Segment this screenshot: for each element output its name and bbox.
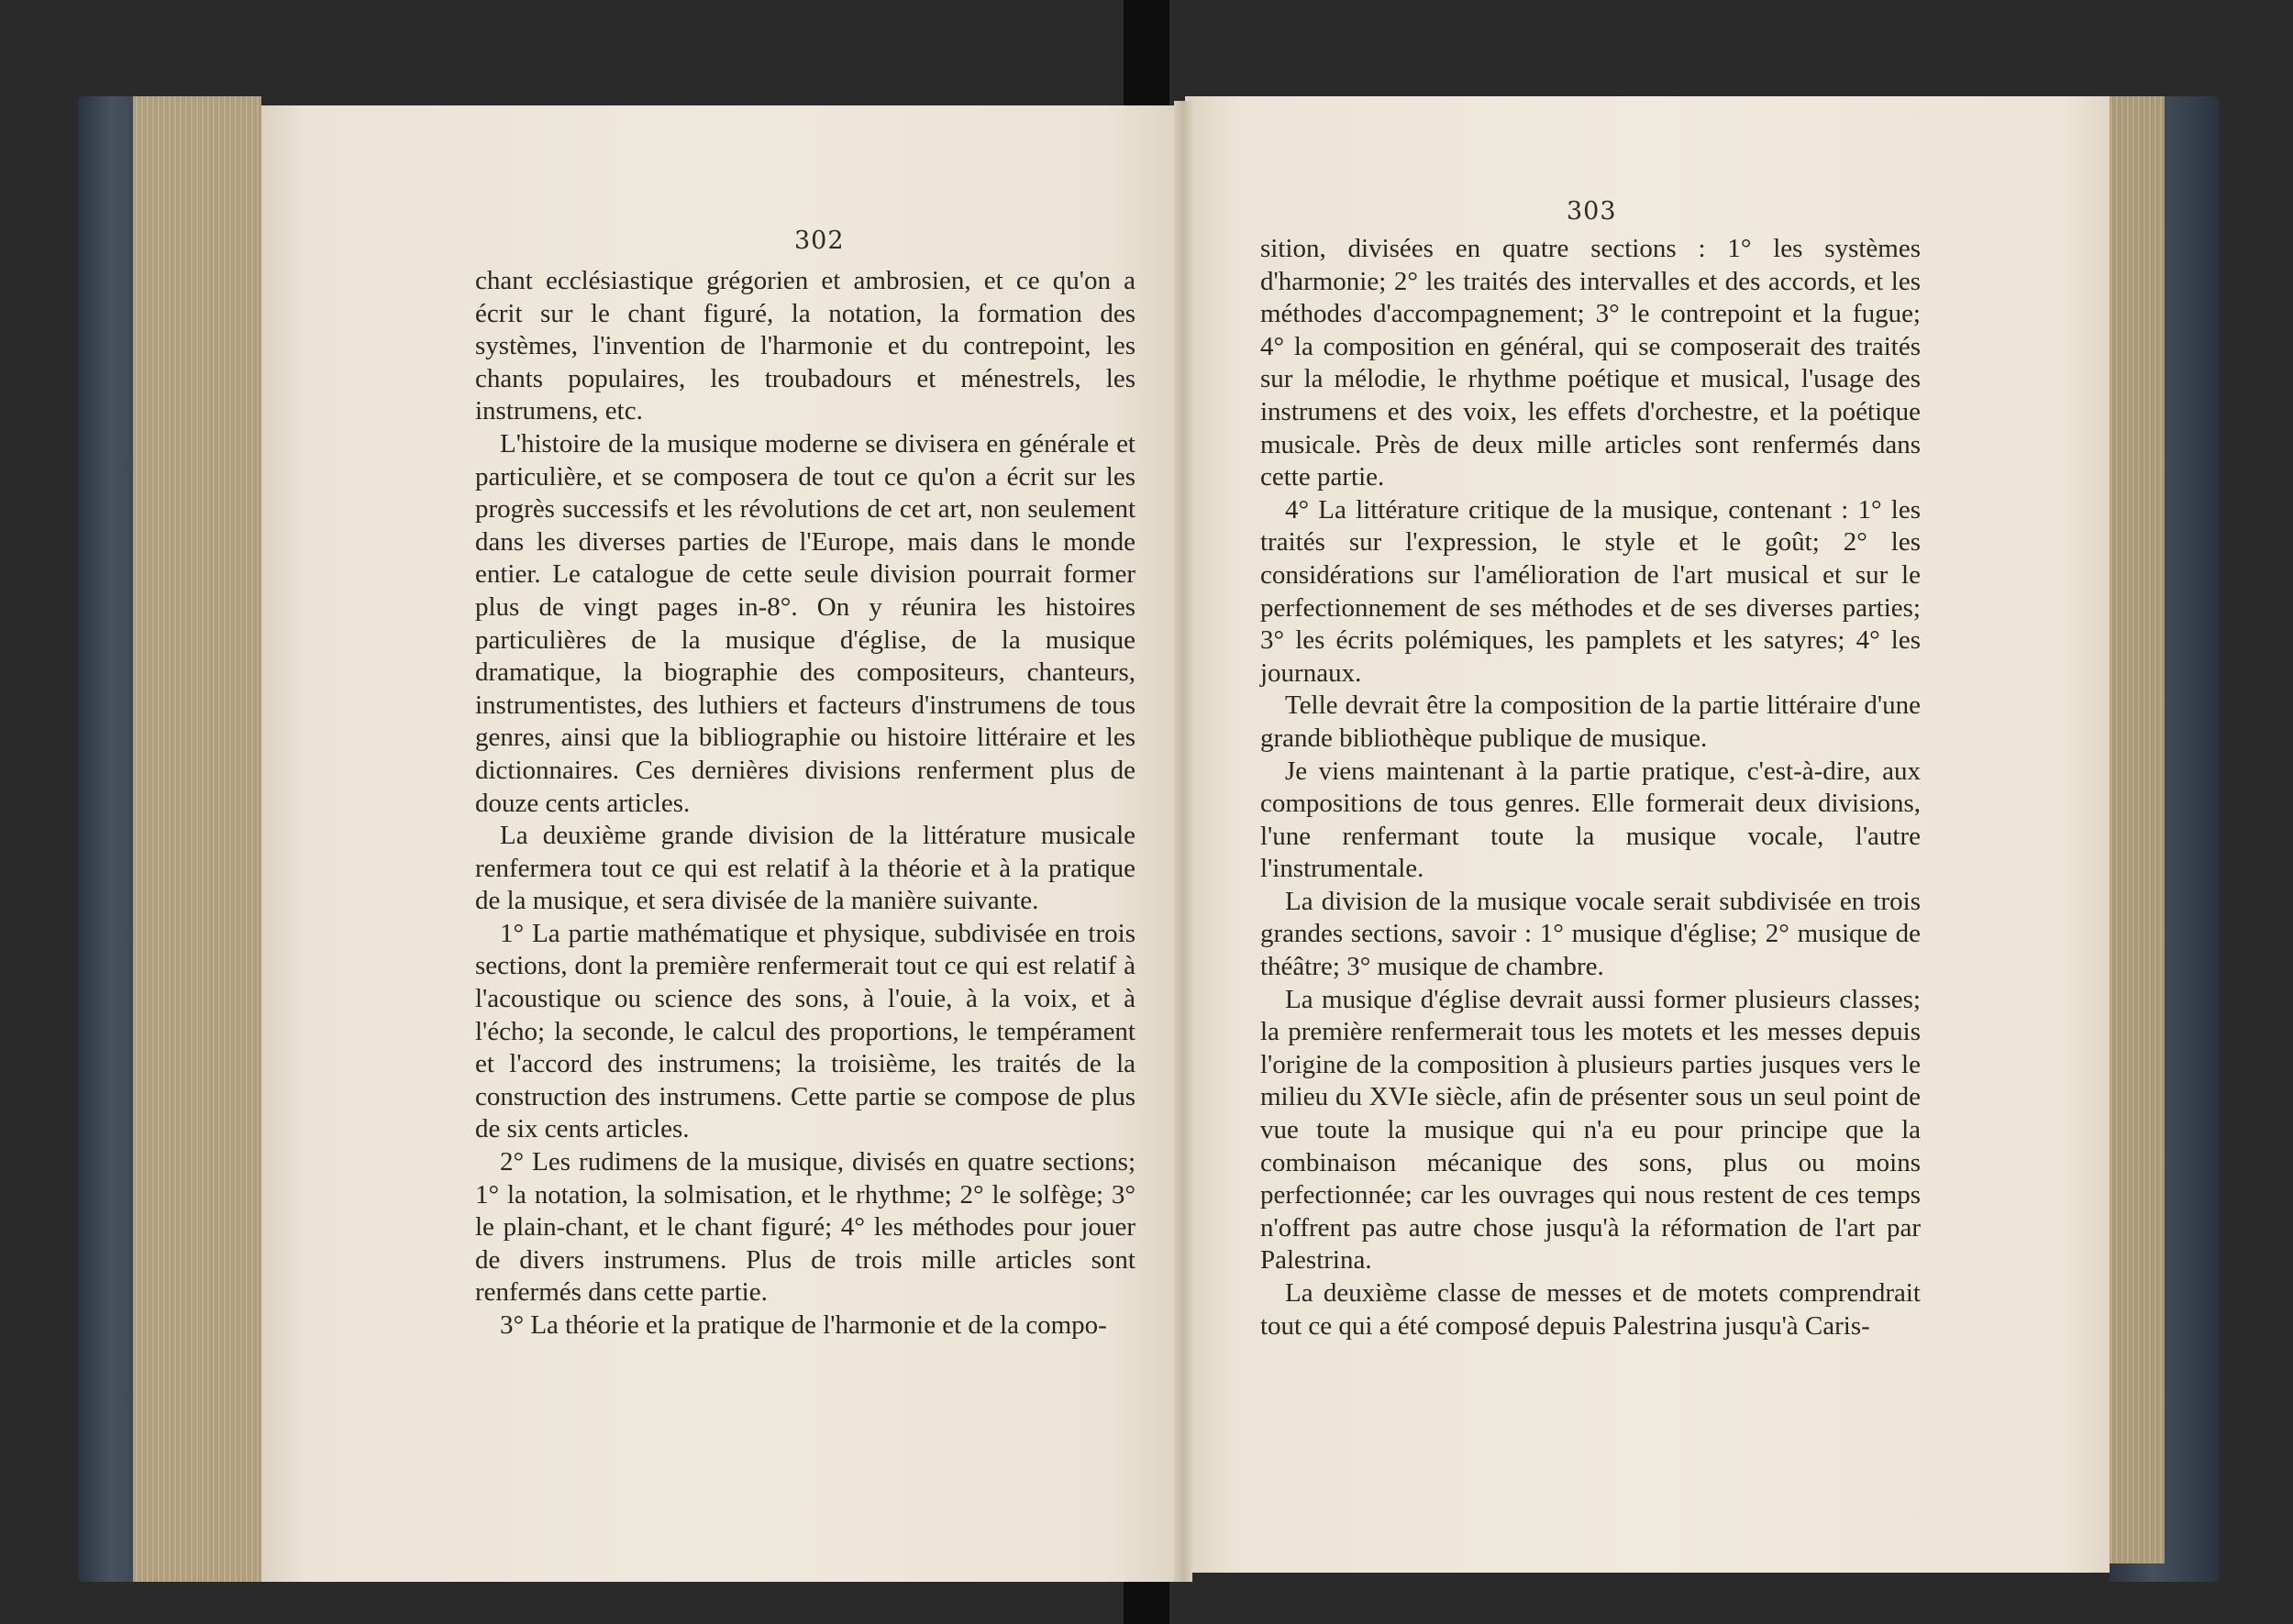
paragraph: 1° La partie mathématique et physique, subdivisée en trois sections, dont la première renfermerait tout ce qui est relatif à l'acoustique ou science des sons, à l'ouie, à la voix, et à l'écho; la seconde, le calcul des proportions, le tempérament et l'accord des instrumens; la troisième, les traités de la construction des instrumens. Cette partie se compose de plus de six cents articles.	[475, 918, 1135, 1144]
paragraph: La deuxième classe de messes et de motets comprendrait tout ce qui a été composé depuis Palestrina jusqu'à Caris-	[1260, 1278, 1921, 1341]
paragraph: La division de la musique vocale serait subdivisée en trois grandes sections, savoir : 1° musique d'église; 2° musique de théâtre; 3° musique de chambre.	[1260, 886, 1921, 982]
right-page-text	[1260, 233, 1921, 1342]
paragraph: Telle devrait être la composition de la partie littéraire d'une grande bibliothèque publique de musique.	[1260, 690, 1921, 753]
paragraph: 3° La théorie et la pratique de l'harmonie et de la compo-	[500, 1310, 1107, 1340]
paragraph: Je viens maintenant à la partie pratique, c'est-à-dire, aux compositions de tous genres. Elle formerait deux divisions, l'une renfermant toute la musique vocale, l'autre l'instrumentale.	[1260, 756, 1921, 884]
book-gutter	[1174, 101, 1192, 1582]
right-page-number: 303	[1567, 197, 1617, 226]
paragraph: La musique d'église devrait aussi former plusieurs classes; la première renfermerait tous les motets et les messes depuis l'origine de la composition à plusieurs parties jusques vers le milieu du XVIe siècle, afin de présenter sous un seul point de vue toute la musique qui n'a eu pour principe que la combinaison mécanique des sons, plus ou moins perfectionnée; car les ouvrages qui nous restent de ces temps n'offrent pas autre chose jusqu'à la réformation de l'art par Palestrina.	[1260, 984, 1921, 1276]
paragraph: La deuxième grande division de la littérature musicale renfermera tout ce qui est relatif à la théorie et à la pratique de la musique, et sera divisée de la manière suivante.	[475, 821, 1135, 916]
left-page-text	[475, 265, 1135, 1342]
paragraph: sition, divisées en quatre sections : 1° les systèmes d'harmonie; 2° les traités des intervalles et des accords, et les méthodes d'accompagnement; 3° le contrepoint et la fugue; 4° la composition en général, qui se composerait des traités sur la mélodie, le rhythme poétique et musical, l'usage des instrumens et des voix, les effets d'orchestre, et la poétique musicale. Près de deux mille articles sont renfermés dans cette partie.	[1260, 234, 1921, 492]
page-edges-left	[133, 96, 261, 1582]
paragraph: 4° La littérature critique de la musique, contenant : 1° les traités sur l'expression, le style et le goût; 2° les considérations sur l'amélioration de l'art musical et sur le perfectionnement de ses méthodes et de ses diverses parties; 3° les écrits polémiques, les pamplets et les satyres; 4° les journaux.	[1260, 494, 1921, 688]
paragraph: chant ecclésiastique grégorien et ambrosien, et ce qu'on a écrit sur le chant figuré, la notation, la formation des systèmes, l'invention de l'harmonie et du contrepoint, les chants populaires, les troubadours et ménestrels, les instrumens, etc.	[475, 266, 1135, 426]
left-page-number: 302	[794, 226, 845, 255]
paragraph: L'histoire de la musique moderne se divisera en générale et particulière, et se composera de tout ce qu'on a écrit sur les progrès successifs et les révolutions de cet art, non seulement dans les diverses parties de l'Europe, mais dans le monde entier. Le catalogue de cette seule division pourrait former plus de vingt pages in-8°. On y réunira les histoires particulières de la musique d'église, de la musique dramatique, la biographie des compositeurs, chanteurs, instrumentistes, des luthiers et facteurs d'instrumens de tous genres, ainsi que la bibliographie ou histoire littéraire et les dictionnaires. Ces dernières divisions renferment plus de douze cents articles.	[475, 428, 1135, 818]
paragraph: 2° Les rudimens de la musique, divisés en quatre sections; 1° la notation, la solmisation, et le rhythme; 2° le solfège; 3° le plain-chant, et le chant figuré; 4° les méthodes pour jouer de divers instrumens. Plus de trois mille articles sont renfermés dans cette partie.	[475, 1147, 1135, 1308]
